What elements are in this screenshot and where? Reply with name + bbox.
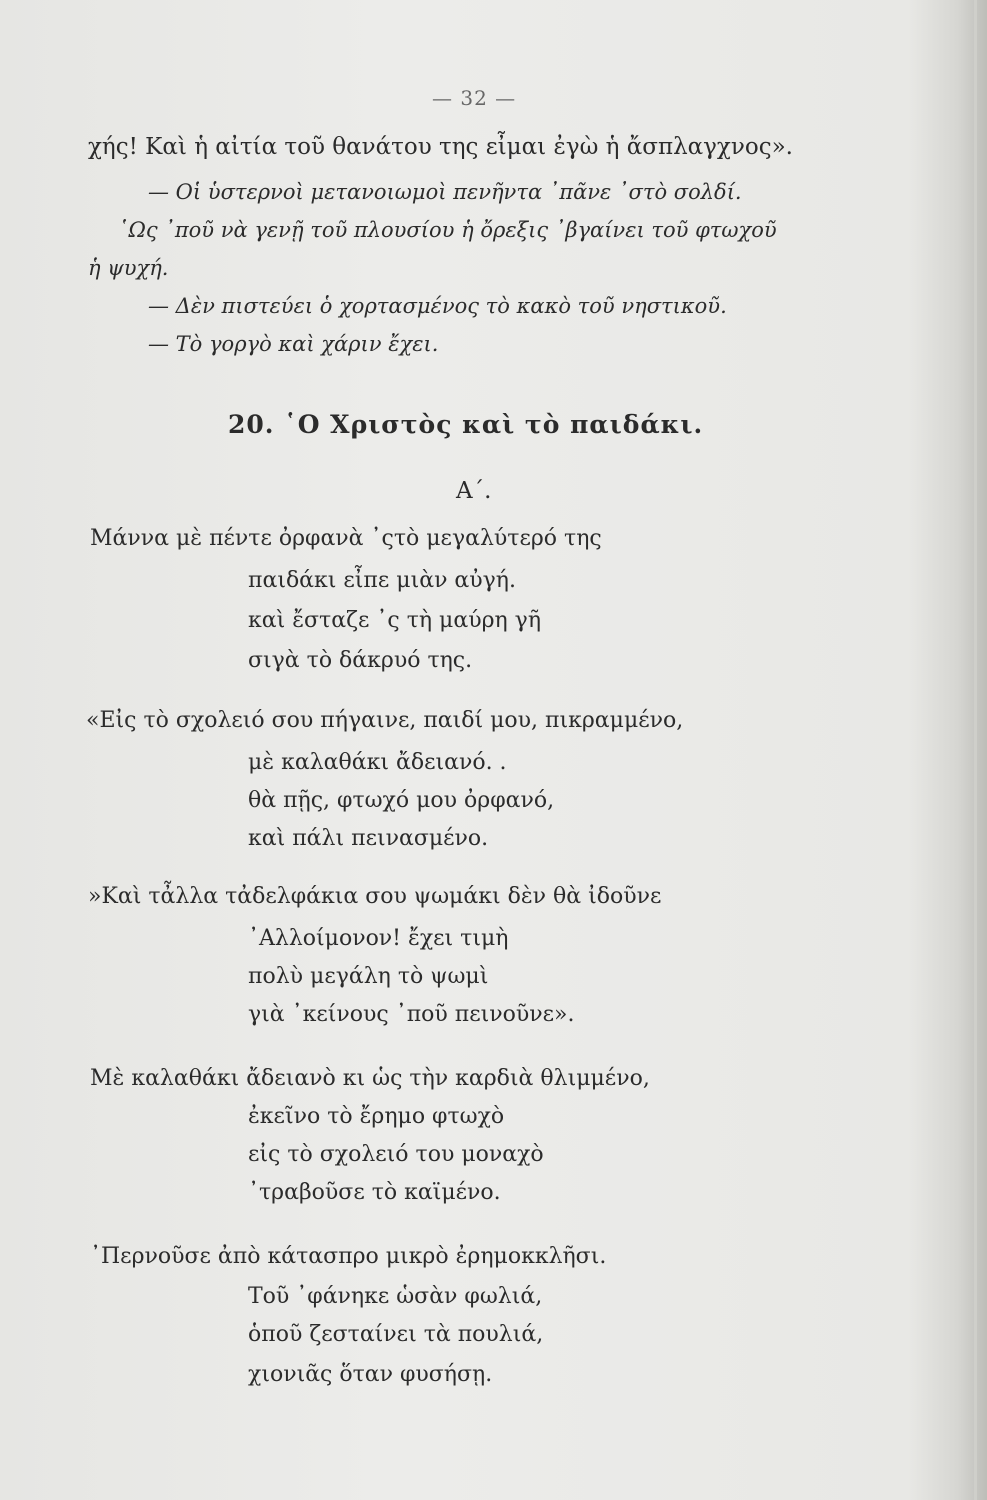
verse-line: ᾽Περνοῦσε ἀπὸ κάτασπρο μικρὸ ἐρημοκκλῆσι. [90,1244,607,1269]
verse-line: μὲ καλαθάκι ἄδειανό. . [248,750,507,775]
verse-line: ἐκεῖνο τὸ ἔρημο φτωχὸ [248,1104,505,1129]
verse-line: καὶ πάλι πεινασμένο. [248,826,489,851]
proverb-line: — Δὲν πιστεύει ὁ χορτασμένος τὸ κακὸ τοῦ νηστικοῦ. [148,294,727,318]
page-number: — 32 — [432,86,517,110]
prose-line: χής! Καὶ ἡ αἰτία τοῦ θανάτου της εἶμαι ἐγὼ ἡ ἄσπλαγχνος». [88,134,793,160]
section-title: 20. ῾Ο Χριστὸς καὶ τὸ παιδάκι. [228,410,704,439]
proverb-line: — Οἱ ὑστερνοὶ μετανοιωμοὶ πενῆντα ᾽πᾶνε ᾽στὸ σολδί. [148,180,742,204]
verse-line: καὶ ἔσταζε ᾽ς τὴ μαύρη γῆ [248,608,542,633]
verse-line: ᾽τραβοῦσε τὸ καϊμένο. [248,1180,501,1205]
verse-line: Μάννα μὲ πέντε ὀρφανὰ ᾽ςτὸ μεγαλύτερό της [90,526,602,551]
part-label: Α΄. [456,478,492,504]
verse-line: »Καὶ τἆλλα τἀδελφάκια σου ψωμάκι δὲν θὰ ἰδοῦνε [88,884,662,909]
verse-line: «Εἰς τὸ σχολειό σου πήγαινε, παιδί μου, πικραμμένο, [86,708,684,733]
verse-line: Τοῦ ᾽φάνηκε ὡσὰν φωλιά, [248,1284,543,1309]
proverb-line: — Τὸ γοργὸ καὶ χάριν ἔχει. [148,332,439,356]
verse-line: Μὲ καλαθάκι ἄδειανὸ κι ὡς τὴν καρδιὰ θλιμμένο, [90,1066,650,1091]
verse-line: εἰς τὸ σχολειό του μοναχὸ [248,1142,544,1167]
verse-line: ὁποῦ ζεσταίνει τὰ πουλιά, [248,1322,544,1347]
verse-line: χιονιᾶς ὅταν φυσήσῃ. [248,1362,493,1387]
verse-line: πολὺ μεγάλη τὸ ψωμὶ [248,964,489,989]
verse-line: γιὰ ᾽κείνους ᾽ποῦ πεινοῦνε». [248,1002,575,1027]
verse-line: θὰ πῇς, φτωχό μου ὀρφανό, [248,788,555,813]
verse-line: παιδάκι εἶπε μιὰν αὐγή. [248,568,516,593]
page-edge-shadow [974,0,977,1500]
verse-line: ᾽Αλλοίμονον! ἔχει τιμὴ [248,926,509,951]
verse-line: σιγὰ τὸ δάκρυό της. [248,648,473,673]
proverb-line: ἡ ψυχή. [88,256,169,280]
proverb-line: ῾Ως ᾽ποῦ νὰ γενῇ τοῦ πλουσίου ἡ ὄρεξις ᾽βγαίνει τοῦ φτωχοῦ [118,218,777,242]
